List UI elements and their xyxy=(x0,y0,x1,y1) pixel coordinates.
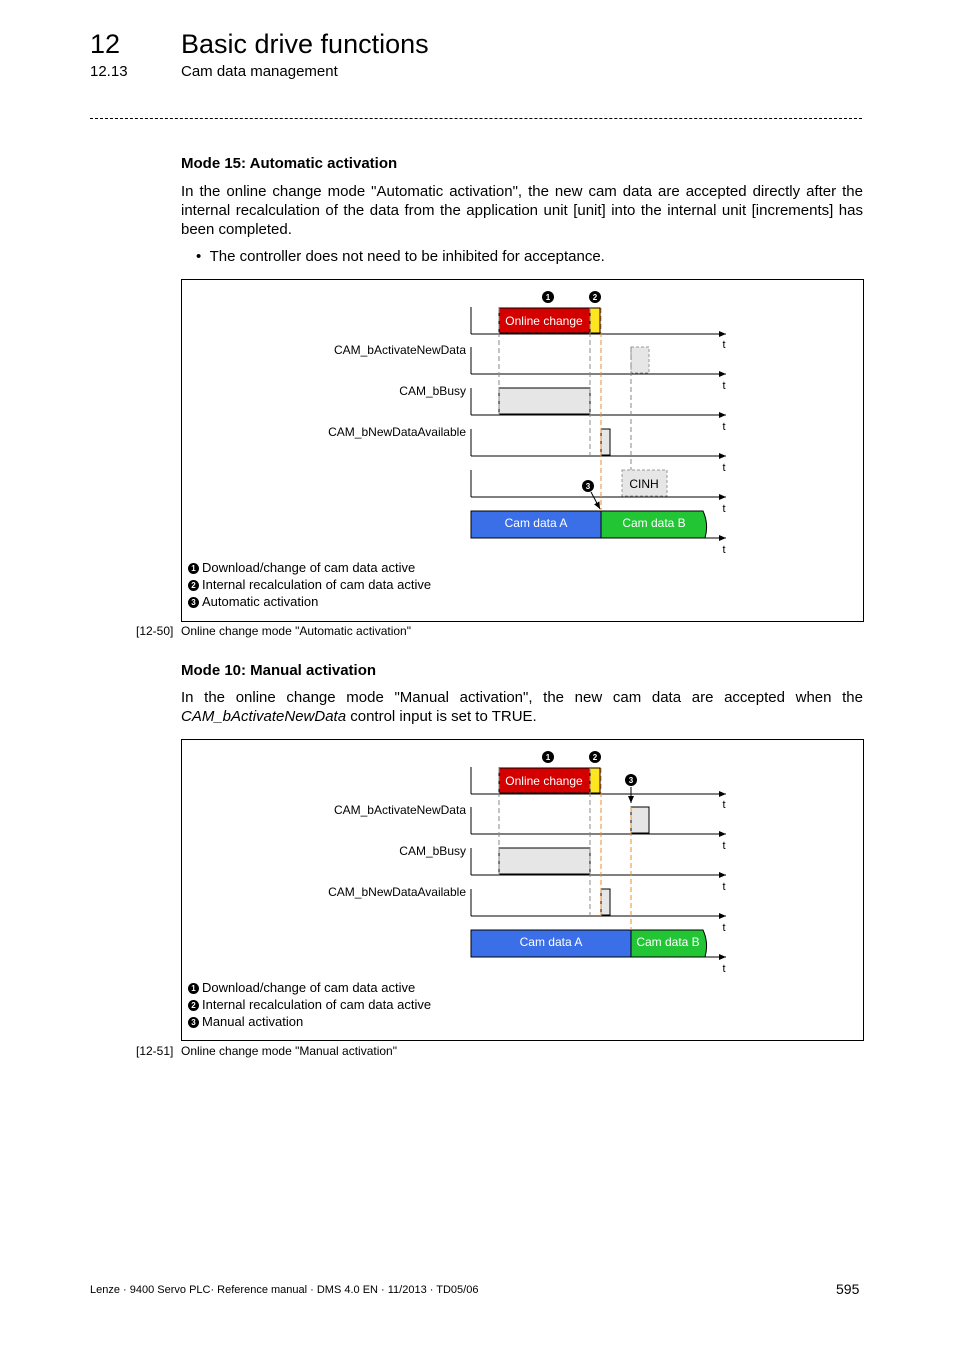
section-title: Cam data management xyxy=(181,63,338,80)
signal-label-activate: CAM_bActivateNewData xyxy=(333,803,466,817)
signal-label-newdata: CAM_bNewDataAvailable xyxy=(328,425,466,439)
mode10-text-signal: CAM_bActivateNewData xyxy=(181,708,347,725)
recalc-bar xyxy=(590,768,600,793)
legend-marker-3-icon: 3 xyxy=(188,1017,199,1028)
mode15-paragraph: In the online change mode "Automatic activation", the new cam data are accepted directly after the internal recalculation of the data from the application unit [unit] into the internal unit [increments] has been completed. xyxy=(181,183,863,238)
marker-3-label: 3 xyxy=(585,482,591,491)
mode15-heading: Mode 15: Automatic activation xyxy=(181,155,398,172)
online-change-label: Online change xyxy=(505,314,583,328)
time-label: t xyxy=(722,963,726,975)
time-label: t xyxy=(722,922,726,934)
time-label: t xyxy=(722,840,726,852)
legend xyxy=(188,979,431,1030)
time-label: t xyxy=(722,544,726,556)
signal-label-newdata: CAM_bNewDataAvailable xyxy=(328,885,466,899)
mode15-bullet-text: The controller does not need to be inhibited for acceptance. xyxy=(209,248,605,265)
mode15-bullet: • The controller does not need to be inhibited for acceptance. xyxy=(196,248,605,265)
legend xyxy=(188,559,431,610)
legend-marker-3-icon: 3 xyxy=(188,597,199,608)
newdata-pulse xyxy=(601,889,610,915)
time-label: t xyxy=(722,380,726,392)
activate-pulse-optional xyxy=(631,347,649,373)
time-label: t xyxy=(722,421,726,433)
cam-data-b-label: Cam data B xyxy=(636,935,700,949)
mode10-text-pre: In the online change mode "Manual activation", the new cam data are accepted when the xyxy=(181,689,863,706)
recalc-bar xyxy=(590,308,600,333)
cam-data-a-label: Cam data A xyxy=(519,935,583,949)
legend-item-2 xyxy=(188,996,431,1013)
legend-item-2 xyxy=(188,576,431,593)
time-label: t xyxy=(722,881,726,893)
marker-1-label: 1 xyxy=(545,753,551,762)
signal-label-busy: CAM_bBusy xyxy=(399,844,466,858)
figure2-caption-text: Online change mode "Manual activation" xyxy=(181,1044,397,1058)
legend-marker-2-icon: 2 xyxy=(188,1000,199,1011)
newdata-pulse xyxy=(601,429,610,455)
legend-text-2: Internal recalculation of cam data active xyxy=(202,997,432,1012)
figure2-caption-number: [12-51] xyxy=(136,1044,174,1058)
legend-text-1: Download/change of cam data active xyxy=(202,560,416,575)
marker-2-label: 2 xyxy=(592,293,598,302)
legend-item-1 xyxy=(188,979,431,996)
marker-1-label: 1 xyxy=(545,293,551,302)
legend-text-1: Download/change of cam data active xyxy=(202,980,416,995)
legend-marker-2-icon: 2 xyxy=(188,580,199,591)
mode10-heading: Mode 10: Manual activation xyxy=(181,662,377,679)
mode10-paragraph xyxy=(181,688,863,726)
figure1-caption-text: Online change mode "Automatic activation" xyxy=(181,624,411,638)
chapter-title: Basic drive functions xyxy=(181,29,429,59)
cam-data-b-label: Cam data B xyxy=(622,516,686,530)
legend-marker-1-icon: 1 xyxy=(188,563,199,574)
page-number: 595 xyxy=(836,1281,860,1297)
footer-document-info: Lenze · 9400 Servo PLC· Reference manual · DMS 4.0 EN · 11/2013 · TD05/06 xyxy=(90,1284,479,1296)
figure-manual-activation xyxy=(181,739,864,1041)
legend-text-3: Manual activation xyxy=(202,1014,304,1029)
marker-3-label: 3 xyxy=(628,776,634,785)
header-divider xyxy=(90,118,862,119)
chapter-number: 12 xyxy=(90,29,121,59)
legend-item-3 xyxy=(188,593,431,610)
legend-text-2: Internal recalculation of cam data active xyxy=(202,577,432,592)
cam-data-a-label: Cam data A xyxy=(504,516,568,530)
mode10-text-post: control input is set to TRUE. xyxy=(346,708,537,725)
time-label: t xyxy=(722,503,726,515)
signal-label-busy: CAM_bBusy xyxy=(399,384,466,398)
legend-item-3 xyxy=(188,1013,431,1030)
cinh-label: CINH xyxy=(629,477,659,491)
legend-marker-1-icon: 1 xyxy=(188,983,199,994)
busy-pulse xyxy=(499,848,590,874)
figure-automatic-activation xyxy=(181,279,864,622)
section-number: 12.13 xyxy=(90,63,128,80)
legend-text-3: Automatic activation xyxy=(202,594,319,609)
figure1-caption-number: [12-50] xyxy=(136,624,174,638)
marker-2-label: 2 xyxy=(592,753,598,762)
time-label: t xyxy=(722,799,726,811)
activate-pulse xyxy=(631,807,649,833)
time-label: t xyxy=(722,462,726,474)
busy-pulse xyxy=(499,388,590,414)
legend-item-1 xyxy=(188,559,431,576)
time-label: t xyxy=(722,339,726,351)
signal-label-activate: CAM_bActivateNewData xyxy=(333,343,466,357)
online-change-label: Online change xyxy=(505,774,583,788)
